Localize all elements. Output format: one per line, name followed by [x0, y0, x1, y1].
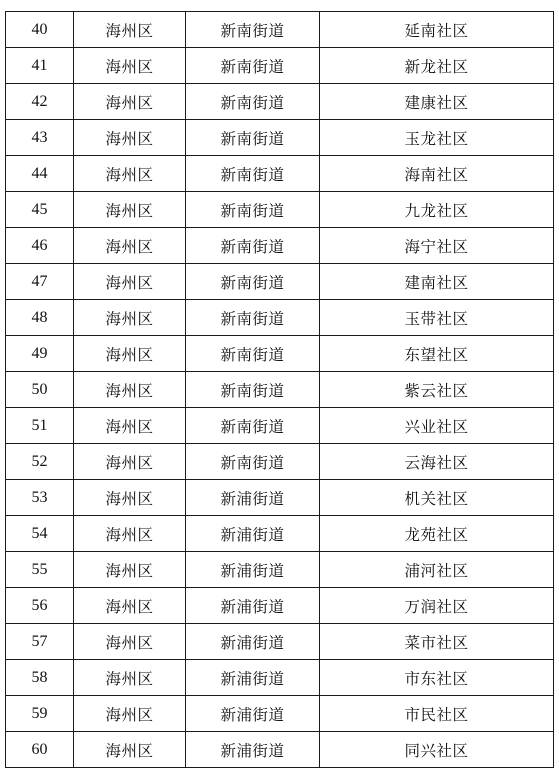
- row-number: 51: [6, 408, 74, 444]
- row-number: 47: [6, 264, 74, 300]
- community-cell: 万润社区: [320, 588, 554, 624]
- community-cell: 玉龙社区: [320, 120, 554, 156]
- district-cell: 海州区: [74, 732, 186, 768]
- district-cell: 海州区: [74, 120, 186, 156]
- table-body: [6, 12, 554, 768]
- row-number: 49: [6, 336, 74, 372]
- district-cell: 海州区: [74, 372, 186, 408]
- street-cell: 新南街道: [186, 408, 320, 444]
- row-number: 59: [6, 696, 74, 732]
- street-cell: 新南街道: [186, 192, 320, 228]
- community-cell: 九龙社区: [320, 192, 554, 228]
- row-number: 55: [6, 552, 74, 588]
- district-cell: 海州区: [74, 156, 186, 192]
- street-cell: 新南街道: [186, 84, 320, 120]
- table-row: [6, 732, 554, 768]
- table-row: [6, 156, 554, 192]
- table-row: [6, 696, 554, 732]
- table-row: [6, 480, 554, 516]
- community-cell: 浦河社区: [320, 552, 554, 588]
- row-number: 52: [6, 444, 74, 480]
- row-number: 58: [6, 660, 74, 696]
- district-cell: 海州区: [74, 336, 186, 372]
- row-number: 57: [6, 624, 74, 660]
- table-row: [6, 84, 554, 120]
- street-cell: 新南街道: [186, 336, 320, 372]
- row-number: 54: [6, 516, 74, 552]
- row-number: 45: [6, 192, 74, 228]
- table-row: [6, 228, 554, 264]
- table-row: [6, 444, 554, 480]
- community-cell: 东望社区: [320, 336, 554, 372]
- community-cell: 紫云社区: [320, 372, 554, 408]
- community-cell: 同兴社区: [320, 732, 554, 768]
- table-row: [6, 120, 554, 156]
- row-number: 40: [6, 12, 74, 48]
- row-number: 53: [6, 480, 74, 516]
- row-number: 44: [6, 156, 74, 192]
- community-cell: 延南社区: [320, 12, 554, 48]
- street-cell: 新南街道: [186, 228, 320, 264]
- street-cell: 新南街道: [186, 264, 320, 300]
- district-cell: 海州区: [74, 300, 186, 336]
- street-cell: 新南街道: [186, 156, 320, 192]
- row-number: 48: [6, 300, 74, 336]
- community-cell: 海宁社区: [320, 228, 554, 264]
- street-cell: 新南街道: [186, 444, 320, 480]
- table-row: [6, 264, 554, 300]
- district-cell: 海州区: [74, 660, 186, 696]
- community-cell: 建康社区: [320, 84, 554, 120]
- row-number: 56: [6, 588, 74, 624]
- street-cell: 新南街道: [186, 12, 320, 48]
- street-cell: 新浦街道: [186, 732, 320, 768]
- community-cell: 市民社区: [320, 696, 554, 732]
- community-cell: 市东社区: [320, 660, 554, 696]
- district-cell: 海州区: [74, 552, 186, 588]
- street-cell: 新南街道: [186, 300, 320, 336]
- table-row: [6, 408, 554, 444]
- table-row: [6, 588, 554, 624]
- district-cell: 海州区: [74, 588, 186, 624]
- street-cell: 新浦街道: [186, 516, 320, 552]
- table-row: [6, 516, 554, 552]
- row-number: 43: [6, 120, 74, 156]
- district-cell: 海州区: [74, 408, 186, 444]
- street-cell: 新浦街道: [186, 624, 320, 660]
- street-cell: 新浦街道: [186, 696, 320, 732]
- table-row: [6, 624, 554, 660]
- district-cell: 海州区: [74, 12, 186, 48]
- row-number: 60: [6, 732, 74, 768]
- table-row: [6, 372, 554, 408]
- community-cell: 菜市社区: [320, 624, 554, 660]
- district-cell: 海州区: [74, 696, 186, 732]
- table-row: [6, 48, 554, 84]
- community-cell: 机关社区: [320, 480, 554, 516]
- district-cell: 海州区: [74, 624, 186, 660]
- row-number: 46: [6, 228, 74, 264]
- row-number: 41: [6, 48, 74, 84]
- community-cell: 兴业社区: [320, 408, 554, 444]
- district-cell: 海州区: [74, 480, 186, 516]
- district-cell: 海州区: [74, 84, 186, 120]
- table-row: [6, 12, 554, 48]
- street-cell: 新浦街道: [186, 588, 320, 624]
- community-cell: 海南社区: [320, 156, 554, 192]
- table-row: [6, 300, 554, 336]
- community-cell: 龙苑社区: [320, 516, 554, 552]
- district-cell: 海州区: [74, 264, 186, 300]
- row-number: 50: [6, 372, 74, 408]
- street-cell: 新浦街道: [186, 660, 320, 696]
- street-cell: 新浦街道: [186, 480, 320, 516]
- community-cell: 建南社区: [320, 264, 554, 300]
- street-cell: 新南街道: [186, 372, 320, 408]
- community-table-container: [5, 11, 553, 768]
- table-row: [6, 552, 554, 588]
- community-cell: 新龙社区: [320, 48, 554, 84]
- row-number: 42: [6, 84, 74, 120]
- street-cell: 新南街道: [186, 48, 320, 84]
- district-cell: 海州区: [74, 48, 186, 84]
- district-cell: 海州区: [74, 228, 186, 264]
- community-cell: 玉带社区: [320, 300, 554, 336]
- district-cell: 海州区: [74, 192, 186, 228]
- street-cell: 新南街道: [186, 120, 320, 156]
- community-cell: 云海社区: [320, 444, 554, 480]
- table-row: [6, 192, 554, 228]
- street-cell: 新浦街道: [186, 552, 320, 588]
- community-table: [5, 11, 554, 768]
- district-cell: 海州区: [74, 444, 186, 480]
- district-cell: 海州区: [74, 516, 186, 552]
- table-row: [6, 336, 554, 372]
- table-row: [6, 660, 554, 696]
